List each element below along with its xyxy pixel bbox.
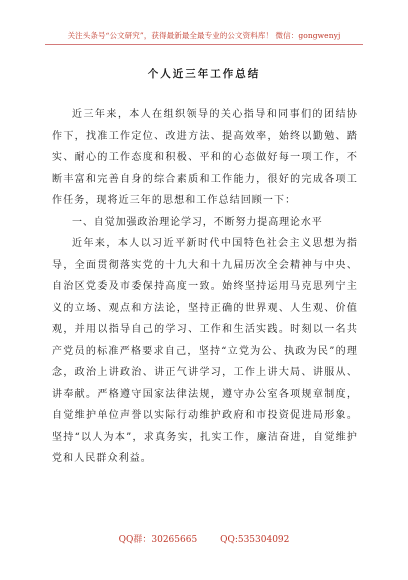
header-note: 关注头条号“公文研究”，获得最新最全最专业的公文资料库！ 微信：gongwenyj <box>67 31 341 40</box>
document-body <box>52 104 358 470</box>
footer-contact <box>0 532 408 545</box>
qq-group-text: QQ群：30265665 <box>118 535 198 545</box>
header-divider <box>45 44 363 45</box>
intro-paragraph: 近三年来，本人在组织领导的关心指导和同事们的团结协作下，找准工作定位、改进方法、提高效率，始终以勤勉、踏实、耐心的工作态度和积极、平和的心态做好每一项工作，不断丰富和完善自身的综合素质和工作能力，很好的完成各项工作任务，现将近三年的思想和工作总结回顾一下： <box>52 109 358 206</box>
body-paragraph: 近年来，本人以习近平新时代中国特色社会主义思想为指导，全面贯彻落实党的十九大和十九届历次全会精神与中央、自治区党委及市委保持高度一致。始终坚持运用马克思列宁主义的立场、观点和方法论，坚持正确的世界观、人生观、价值观，并用以指导自己的学习、工作和生活实践。时刻以一名共产党员的标准严格要求自己，坚持“立党为公、执政为民”的理念，政治上讲政治、讲正气讲学习，工作上讲大局、讲服从、讲奉献。严格遵守国家法律法规，遵守办公室各项规章制度，自觉维护单位声誉以实际行动维护政府和市投资促进局形象。坚持“以人为本”，求真务实，扎实工作，廉洁奋进，自觉维护党和人民群众利益。 <box>52 238 358 464</box>
qq-number-text: QQ:535304092 <box>220 535 290 545</box>
page-title: 个人近三年工作总结 <box>147 68 261 80</box>
section-heading: 一、自觉加强政治理论学习，不断努力提高理论水平 <box>72 216 323 228</box>
